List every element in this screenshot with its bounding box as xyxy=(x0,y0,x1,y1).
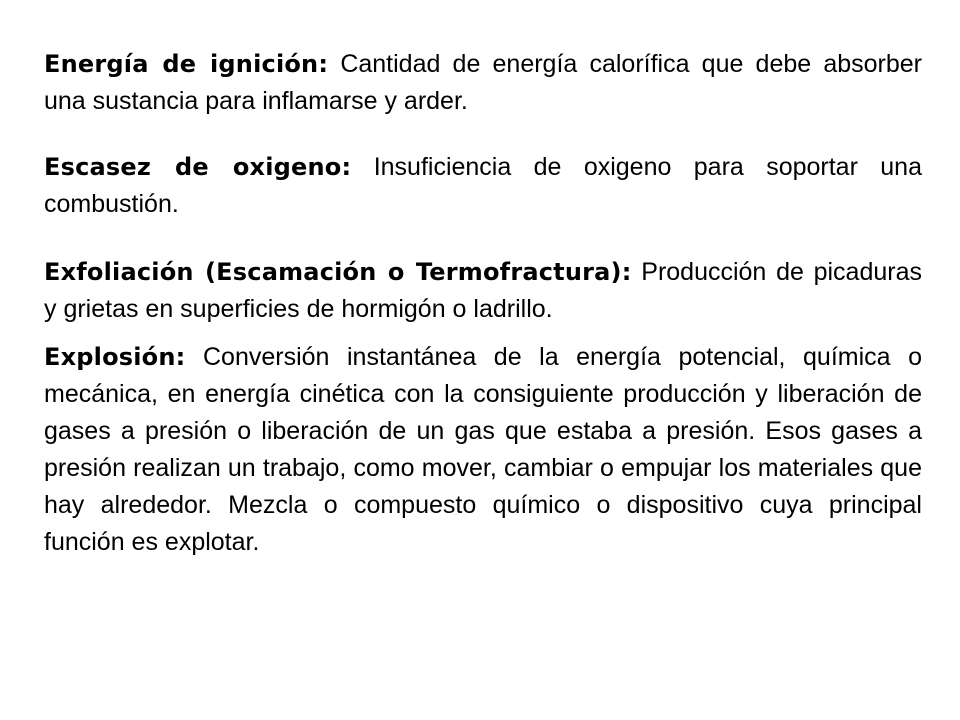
definition-text: Producción de picaduras y grietas en superficies de hormigón o ladrillo. xyxy=(44,258,922,323)
definitions-list xyxy=(44,46,922,561)
definition-term: Escasez de oxigeno: xyxy=(44,153,352,181)
definition-exfoliacion xyxy=(44,254,922,328)
definition-term: Energía de ignición: xyxy=(44,50,329,78)
definition-term: Exfoliación (Escamación o Termofractura): xyxy=(44,258,632,286)
definition-text: Conversión instantánea de la energía potencial, química o mecánica, en energía cinética con la consiguiente producción y liberación de gases a presión o liberación de un gas que estaba a presión. Esos gases a presión realizan un trabajo, como mover, cambiar o empujar los materiales que hay alrededor. Mezcla o compuesto químico o dispositivo cuya principal función es explotar. xyxy=(44,343,922,556)
definition-energia-de-ignicion xyxy=(44,46,922,120)
definition-explosion xyxy=(44,339,922,561)
definition-text: Cantidad de energía calorífica que debe absorber una sustancia para inflamarse y arder. xyxy=(44,50,922,115)
definition-text: Insuficiencia de oxigeno para soportar una combustión. xyxy=(44,153,922,218)
definition-escasez-de-oxigeno xyxy=(44,149,922,223)
definition-term: Explosión: xyxy=(44,343,186,371)
